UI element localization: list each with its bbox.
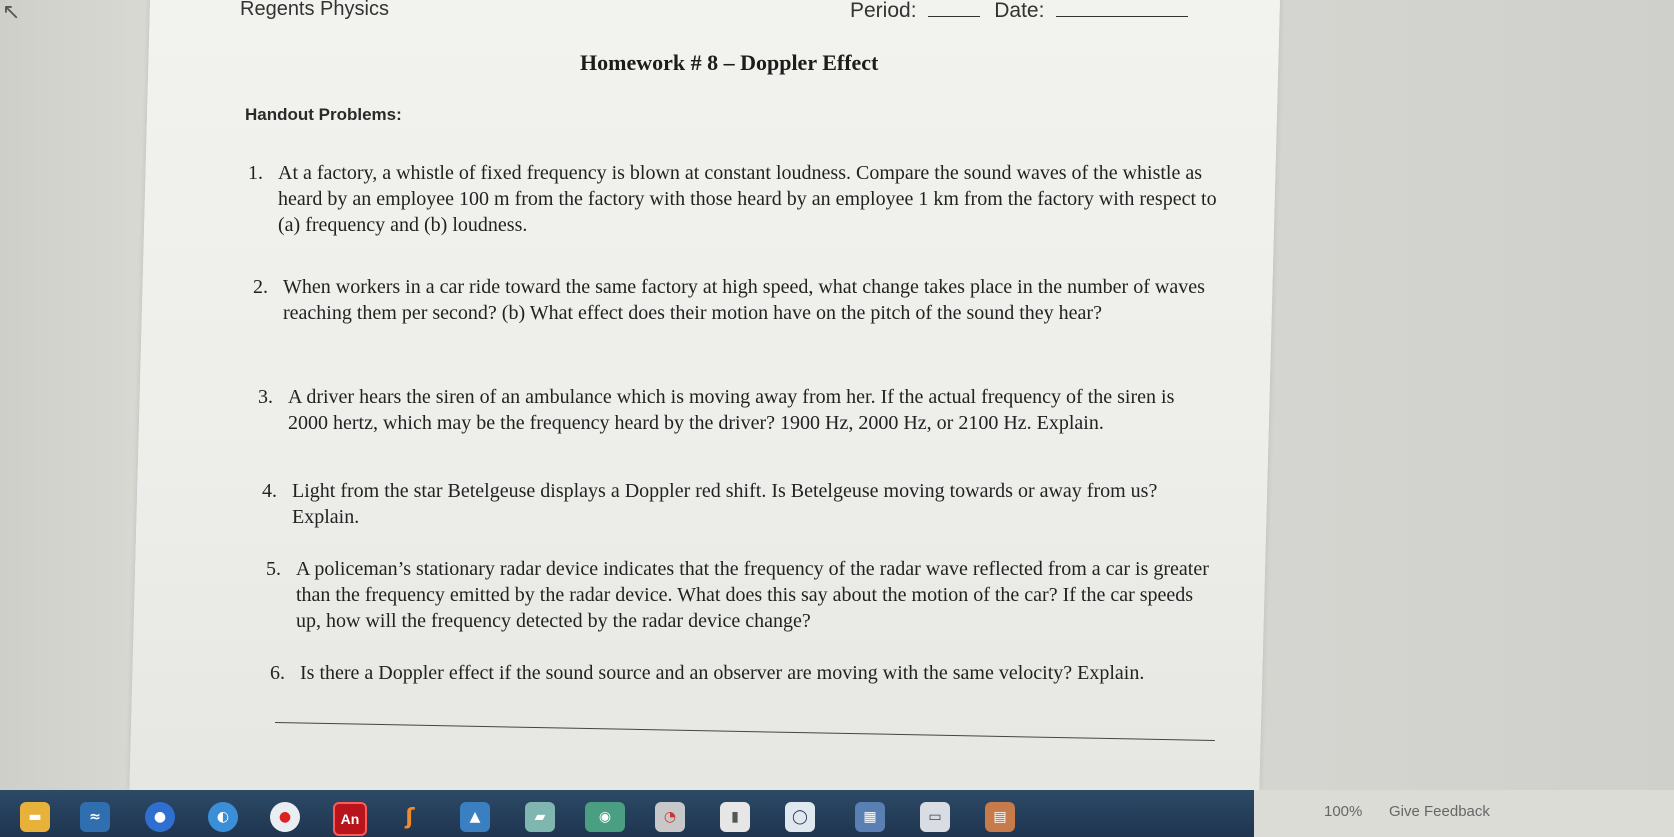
zoom-level[interactable]: 100%	[1324, 803, 1363, 820]
problem-text: A driver hears the siren of an ambulance which is moving away from her. If the actual frequency of the siren is 2000 hertz, which may be the frequency heard by the driver? 1900 Hz, 2000 Hz, or 2100 Hz. Explain.	[288, 386, 1175, 434]
app-icon-12[interactable]: ▦	[855, 802, 885, 832]
problem-number: 4.	[262, 480, 277, 502]
steam-icon[interactable]: ◉	[585, 802, 625, 832]
notepad-app-icon[interactable]: ▰	[525, 802, 555, 832]
course-name: Regents Physics	[240, 0, 389, 20]
animate-app-icon[interactable]: An	[333, 802, 367, 836]
period-date-row	[850, 0, 1188, 23]
status-tray	[1254, 790, 1674, 837]
date-blank	[1056, 0, 1188, 17]
app-icon-9[interactable]: ◔	[655, 802, 685, 832]
problem-6	[270, 660, 1175, 686]
problem-number: 3.	[258, 386, 273, 408]
chrome-icon[interactable]: ●	[145, 802, 175, 832]
problem-2	[253, 274, 1228, 326]
problem-text: Is there a Doppler effect if the sound source and an observer are moving with the same velocity? Explain.	[300, 662, 1145, 684]
problem-4	[262, 478, 1197, 530]
app-icon-10[interactable]: ▮	[720, 802, 750, 832]
app-icon-11[interactable]: ◯	[785, 802, 815, 832]
period-blank	[928, 0, 980, 17]
photos-icon[interactable]: ◐	[208, 802, 238, 832]
file-explorer-icon[interactable]: ▬	[20, 802, 50, 832]
problem-3	[258, 384, 1193, 436]
problem-number: 1.	[248, 162, 263, 184]
date-label: Date:	[994, 0, 1045, 22]
problem-5	[266, 556, 1211, 634]
problem-1	[248, 160, 1238, 238]
paint-app-icon[interactable]: ▲	[460, 802, 490, 832]
problem-text: When workers in a car ride toward the same factory at high speed, what change takes place in the number of waves reaching them per second? (b) What effect does their motion have on the pitch of the sound they hear?	[283, 276, 1205, 324]
app-icon-14[interactable]: ▤	[985, 802, 1015, 832]
scribble-app-icon[interactable]: ʃ	[405, 804, 415, 830]
edge-browser-icon[interactable]: ≈	[80, 802, 110, 832]
give-feedback-link[interactable]: Give Feedback	[1389, 803, 1490, 820]
problem-text: A policeman’s stationary radar device indicates that the frequency of the radar wave reflected from a car is greater than the frequency emitted by the radar device. What does this say about the motion of the car? If the car speeds up, how will the frequency detected by the radar device change?	[296, 558, 1209, 632]
problem-number: 5.	[266, 558, 281, 580]
app-icon-13[interactable]: ▭	[920, 802, 950, 832]
period-label: Period:	[850, 0, 917, 22]
problem-text: At a factory, a whistle of fixed frequency is blown at constant loudness. Compare the sound waves of the whistle as heard by an employee 100 m from the factory with those heard by an employee 1 km from the factory with respect to (a) frequency and (b) loudness.	[278, 162, 1217, 236]
pointer-cursor-icon: ↖	[2, 0, 21, 25]
section-label: Handout Problems:	[245, 105, 402, 124]
color-app-icon[interactable]: ●	[270, 802, 300, 832]
problem-number: 6.	[270, 662, 285, 684]
problem-text: Light from the star Betelgeuse displays a Doppler red shift. Is Betelgeuse moving towards or away from us? Explain.	[292, 480, 1158, 528]
page-title: Homework # 8 – Doppler Effect	[580, 50, 879, 75]
problem-number: 2.	[253, 276, 268, 298]
